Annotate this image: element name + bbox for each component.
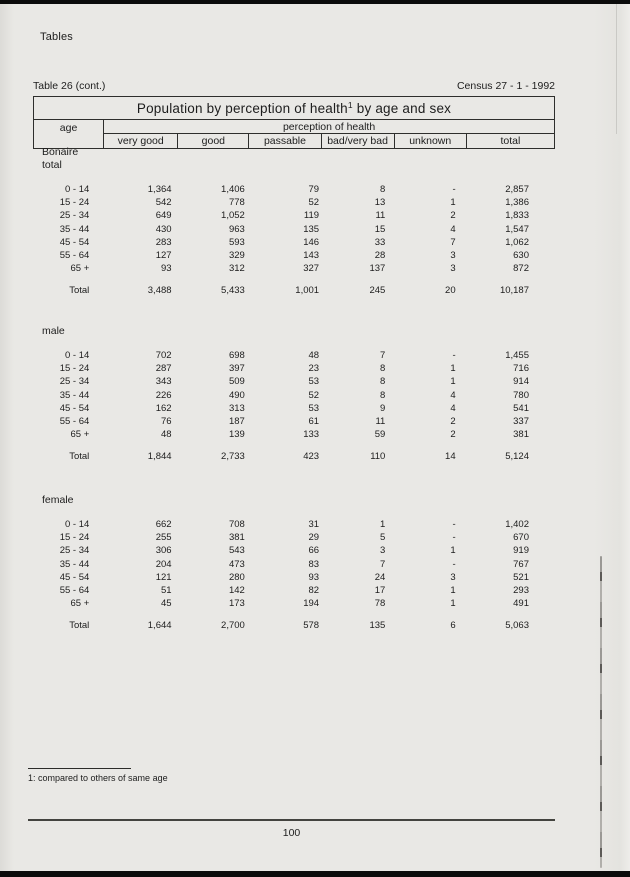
spacer-row [33, 610, 555, 619]
age-cell: Total [69, 620, 90, 632]
value-cell: 1,052 [221, 210, 245, 222]
value-cell: 10,187 [499, 285, 529, 297]
value-cell: 59 [374, 429, 386, 441]
column-header: very good [104, 134, 178, 149]
value-cell: 146 [303, 236, 320, 248]
value-cell: 5,063 [505, 620, 529, 632]
scan-edge-top [0, 0, 630, 4]
age-cell: 35 - 44 [59, 558, 90, 570]
value-cell: 662 [155, 519, 172, 530]
value-cell: 226 [155, 389, 172, 401]
value-cell: 1,644 [147, 620, 172, 632]
value-cell: 135 [303, 223, 320, 235]
spacer-row [33, 441, 555, 450]
perception-group-header: perception of health [104, 120, 555, 134]
value-cell: 4 [450, 402, 456, 414]
value-cell: 306 [155, 545, 172, 557]
value-cell: 162 [155, 402, 172, 414]
value-cell: 337 [513, 416, 529, 428]
table-section-male [33, 325, 555, 464]
value-cell: 963 [228, 223, 245, 235]
value-cell: - [452, 558, 456, 570]
value-cell: 2,700 [221, 620, 245, 632]
footnote-separator [28, 768, 131, 769]
table-header [33, 96, 555, 149]
value-cell: 670 [513, 532, 529, 544]
table-row [33, 428, 555, 441]
age-cell: 15 - 24 [59, 532, 90, 544]
value-cell: 1,406 [221, 184, 245, 195]
value-cell: - [452, 350, 456, 361]
value-cell: 13 [374, 197, 386, 209]
table-row [33, 183, 555, 196]
value-cell: 473 [228, 558, 245, 570]
age-cell: 45 - 54 [59, 402, 90, 414]
value-cell: 23 [308, 363, 320, 375]
table-row [33, 597, 555, 610]
section-label: female [42, 494, 74, 506]
spacer-row [33, 275, 555, 284]
value-cell: - [452, 184, 456, 195]
table-row [33, 518, 555, 531]
value-cell: 7 [380, 350, 386, 361]
value-cell: 2,733 [221, 451, 245, 463]
value-cell: 137 [369, 263, 386, 275]
value-cell: 3 [450, 263, 456, 275]
column-header: total [466, 134, 554, 149]
value-cell: 135 [369, 620, 386, 632]
value-cell: 14 [445, 451, 456, 463]
value-cell: 1,001 [295, 285, 320, 297]
footer-rule [28, 819, 555, 821]
value-cell: 1 [380, 519, 386, 530]
value-cell: 283 [155, 236, 172, 248]
table-row [33, 544, 555, 557]
table-row [33, 375, 555, 388]
value-cell: 139 [228, 429, 245, 441]
value-cell: 287 [155, 363, 172, 375]
value-cell: 767 [513, 558, 529, 570]
footnote-marker: 1 [347, 100, 353, 110]
table-meta-row [33, 80, 555, 92]
scan-binding-streak [600, 556, 602, 868]
section-label: Bonaire total [42, 146, 79, 171]
value-cell: 1 [450, 363, 456, 375]
section-data-table [33, 183, 555, 298]
scan-edge-line [616, 4, 617, 134]
value-cell: 53 [308, 376, 320, 388]
value-cell: 17 [374, 585, 386, 597]
scan-edge-bottom [0, 871, 630, 877]
value-cell: 3 [450, 571, 456, 583]
value-cell: 93 [308, 571, 320, 583]
value-cell: 1 [450, 197, 456, 209]
value-cell: 541 [513, 402, 529, 414]
value-cell: 31 [308, 519, 320, 530]
table-row [33, 584, 555, 597]
value-cell: 280 [228, 571, 245, 583]
value-cell: 51 [160, 585, 172, 597]
value-cell: 61 [308, 416, 320, 428]
value-cell: 119 [303, 210, 320, 222]
total-row [33, 450, 555, 463]
value-cell: 381 [228, 532, 245, 544]
value-cell: 3 [450, 250, 456, 262]
age-cell: 65 + [70, 263, 90, 275]
column-header: passable [249, 134, 321, 149]
value-cell: 48 [160, 429, 172, 441]
value-cell: 4 [450, 389, 456, 401]
value-cell: 15 [374, 223, 386, 235]
value-cell: 3 [380, 545, 386, 557]
age-cell: 15 - 24 [59, 197, 90, 209]
value-cell: 28 [374, 250, 386, 262]
column-header: bad/very bad [321, 134, 394, 149]
table-row [33, 415, 555, 428]
value-cell: 702 [155, 350, 172, 361]
value-cell: 649 [155, 210, 172, 222]
page-heading: Tables [40, 31, 73, 43]
age-cell: 35 - 44 [59, 223, 90, 235]
value-cell: 872 [513, 263, 529, 275]
table-row [33, 236, 555, 249]
table-title-row [34, 97, 555, 120]
value-cell: 327 [303, 263, 320, 275]
age-cell: 0 - 14 [64, 519, 90, 530]
value-cell: 6 [450, 620, 456, 632]
value-cell: 423 [303, 451, 320, 463]
age-cell: 0 - 14 [64, 184, 90, 195]
value-cell: 9 [380, 402, 386, 414]
value-cell: 1 [450, 598, 456, 610]
table-row [33, 196, 555, 209]
age-cell: 45 - 54 [59, 236, 90, 248]
value-cell: 397 [228, 363, 245, 375]
value-cell: 8 [380, 363, 386, 375]
value-cell: 630 [513, 250, 529, 262]
table-row [33, 223, 555, 236]
value-cell: 490 [228, 389, 245, 401]
table-section-bonaire-total [33, 146, 555, 298]
value-cell: 542 [155, 197, 172, 209]
value-cell: 110 [370, 451, 386, 463]
age-cell: 25 - 34 [59, 210, 90, 222]
age-cell: 55 - 64 [59, 416, 90, 428]
value-cell: 29 [308, 532, 320, 544]
total-row [33, 619, 555, 632]
value-cell: 8 [380, 389, 386, 401]
value-cell: 329 [228, 250, 245, 262]
value-cell: 52 [308, 389, 320, 401]
value-cell: 1,547 [505, 223, 529, 235]
value-cell: 1,833 [505, 210, 529, 222]
value-cell: 8 [380, 184, 386, 195]
value-cell: - [452, 532, 456, 544]
age-cell: 55 - 64 [59, 585, 90, 597]
value-cell: 24 [374, 571, 386, 583]
age-cell: 25 - 34 [59, 545, 90, 557]
value-cell: 7 [380, 558, 386, 570]
value-cell: 491 [513, 598, 529, 610]
value-cell: 1,386 [505, 197, 529, 209]
value-cell: 313 [228, 402, 245, 414]
age-cell: Total [69, 451, 90, 463]
value-cell: 7 [450, 236, 456, 248]
value-cell: 76 [160, 416, 172, 428]
table-row [33, 349, 555, 362]
value-cell: 2,857 [505, 184, 529, 195]
value-cell: 1 [450, 376, 456, 388]
value-cell: 1,062 [505, 236, 529, 248]
table-group-header-row [34, 120, 555, 134]
table-row [33, 362, 555, 375]
table-row [33, 389, 555, 402]
table-section-female [33, 494, 555, 633]
value-cell: 1 [450, 545, 456, 557]
value-cell: 3,488 [147, 285, 172, 297]
table-row [33, 558, 555, 571]
age-cell: 55 - 64 [59, 250, 90, 262]
value-cell: 33 [374, 236, 386, 248]
age-cell: 25 - 34 [59, 376, 90, 388]
value-cell: 52 [308, 197, 320, 209]
value-cell: 4 [450, 223, 456, 235]
value-cell: 2 [450, 429, 456, 441]
value-cell: 778 [228, 197, 245, 209]
value-cell: 780 [513, 389, 529, 401]
table-title: Population by perception of health$^1$ by age and sex [34, 97, 555, 120]
table-row [33, 402, 555, 415]
age-cell: 35 - 44 [59, 389, 90, 401]
value-cell: 430 [155, 223, 172, 235]
value-cell: 194 [303, 598, 320, 610]
column-header: unknown [394, 134, 466, 149]
value-cell: 1,402 [505, 519, 529, 530]
value-cell: 312 [228, 263, 245, 275]
value-cell: 543 [228, 545, 245, 557]
table-label: Table 26 (cont.) [33, 80, 106, 92]
value-cell: 914 [513, 376, 529, 388]
value-cell: 5,433 [221, 285, 245, 297]
age-cell: 0 - 14 [64, 350, 90, 361]
section-data-table [33, 349, 555, 464]
table-row [33, 262, 555, 275]
value-cell: 8 [380, 376, 386, 388]
value-cell: 82 [308, 585, 320, 597]
value-cell: 1,844 [147, 451, 172, 463]
value-cell: 255 [155, 532, 172, 544]
value-cell: 5 [380, 532, 386, 544]
section-data-table [33, 518, 555, 633]
value-cell: 204 [155, 558, 172, 570]
age-cell: Total [69, 285, 90, 297]
page-number: 100 [282, 827, 301, 839]
value-cell: 45 [160, 598, 172, 610]
value-cell: 66 [308, 545, 320, 557]
value-cell: 2 [450, 416, 456, 428]
value-cell: 509 [228, 376, 245, 388]
value-cell: 521 [513, 571, 529, 583]
table-row [33, 531, 555, 544]
value-cell: 698 [228, 350, 245, 361]
value-cell: 133 [303, 429, 320, 441]
value-cell: 293 [513, 585, 529, 597]
section-label: male [42, 325, 65, 337]
value-cell: 79 [308, 184, 320, 195]
value-cell: 1,455 [505, 350, 529, 361]
value-cell: 11 [375, 416, 386, 428]
value-cell: 83 [308, 558, 320, 570]
total-row [33, 284, 555, 297]
value-cell: 1 [450, 585, 456, 597]
age-cell: 65 + [70, 429, 90, 441]
value-cell: - [452, 519, 456, 530]
census-label: Census 27 - 1 - 1992 [456, 80, 555, 92]
value-cell: 343 [155, 376, 172, 388]
age-cell: 15 - 24 [59, 363, 90, 375]
value-cell: 919 [513, 545, 529, 557]
value-cell: 716 [513, 363, 529, 375]
table-row [33, 249, 555, 262]
value-cell: 578 [303, 620, 320, 632]
value-cell: 708 [228, 519, 245, 530]
value-cell: 5,124 [505, 451, 529, 463]
value-cell: 187 [228, 416, 245, 428]
value-cell: 143 [303, 250, 320, 262]
value-cell: 48 [308, 350, 320, 361]
value-cell: 245 [369, 285, 386, 297]
value-cell: 173 [228, 598, 245, 610]
value-cell: 127 [155, 250, 172, 262]
value-cell: 593 [228, 236, 245, 248]
table-row [33, 209, 555, 222]
value-cell: 142 [228, 585, 245, 597]
age-column-header: age [34, 120, 104, 149]
value-cell: 2 [450, 210, 456, 222]
value-cell: 20 [445, 285, 456, 297]
value-cell: 11 [375, 210, 386, 222]
value-cell: 381 [513, 429, 529, 441]
table-row [33, 571, 555, 584]
value-cell: 53 [308, 402, 320, 414]
age-cell: 45 - 54 [59, 571, 90, 583]
age-cell: 65 + [70, 598, 90, 610]
column-header: good [178, 134, 249, 149]
value-cell: 121 [155, 571, 172, 583]
value-cell: 93 [160, 263, 172, 275]
footnote-text: 1: compared to others of same age [28, 773, 168, 783]
value-cell: 78 [374, 598, 386, 610]
value-cell: 1,364 [147, 184, 172, 195]
